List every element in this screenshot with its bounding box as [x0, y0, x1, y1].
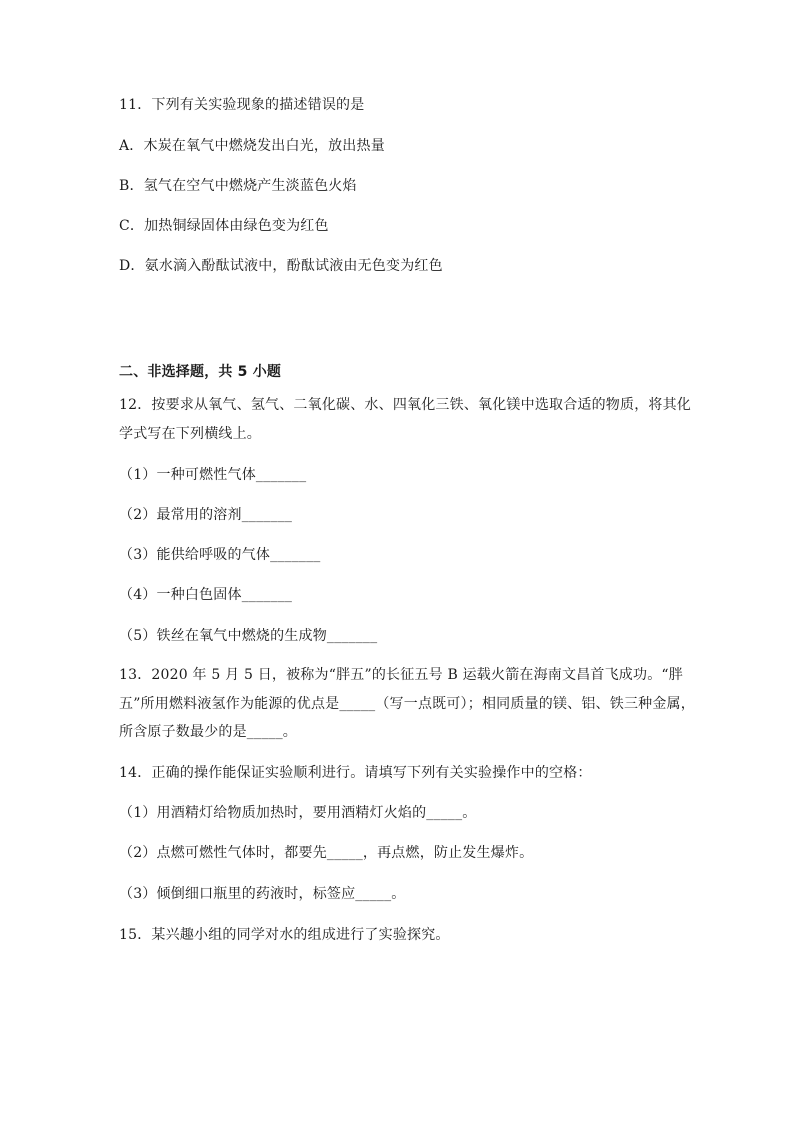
question-11-option-b: B．氢气在空气中燃烧产生淡蓝色火焰 — [119, 178, 357, 194]
question-12-item-3: （3）能供给呼吸的气体_______ — [119, 547, 321, 563]
question-12-item-5: （5）铁丝在氧气中燃烧的生成物_______ — [119, 628, 378, 644]
question-11-stem: 11．下列有关实验现象的描述错误的是 — [119, 97, 365, 113]
question-12-item-1: （1）一种可燃性气体_______ — [119, 467, 307, 483]
question-12-stem-line-2: 学式写在下列横线上。 — [119, 426, 261, 442]
question-13-line-2: 五”所用燃料液氢作为能源的优点是_____（写一点既可）；相同质量的镁、铝、铁三种金属， — [119, 696, 695, 712]
section-2-title: 二、非选择题，共 5 小题 — [119, 364, 282, 380]
question-14-stem: 14．正确的操作能保证实验顺利进行。请填写下列有关实验操作中的空格： — [119, 765, 592, 781]
question-12-item-4: （4）一种白色固体_______ — [119, 587, 293, 603]
question-14-item-1: （1）用酒精灯给物质加热时，要用酒精灯火焰的_____。 — [119, 805, 477, 821]
question-14-item-2: （2）点燃可燃性气体时，都要先_____，再点燃，防止发生爆炸。 — [119, 845, 534, 861]
question-12-item-2: （2）最常用的溶剂_______ — [119, 507, 293, 523]
question-11-option-c: C．加热铜绿固体由绿色变为红色 — [119, 218, 329, 234]
question-12-stem-line-1: 12．按要求从氧气、氢气、二氧化碳、水、四氧化三铁、氧化镁中选取合适的物质，将其化 — [119, 397, 692, 413]
question-11-option-d: D．氨水滴入酚酞试液中，酚酞试液由无色变为红色 — [119, 258, 443, 274]
question-13-line-1: 13．2020 年 5 月 5 日，被称为“胖五”的长征五号 B 运载火箭在海南文昌首飞成功。“胖 — [119, 667, 683, 683]
question-13-line-3: 所含原子数最少的是_____。 — [119, 724, 297, 740]
question-14-item-3: （3）倾倒细口瓶里的药液时，标签应_____。 — [119, 886, 406, 902]
question-11-option-a: A．木炭在氧气中燃烧发出白光，放出热量 — [119, 138, 385, 154]
question-15-stem: 15．某兴趣小组的同学对水的组成进行了实验探究。 — [119, 927, 450, 943]
